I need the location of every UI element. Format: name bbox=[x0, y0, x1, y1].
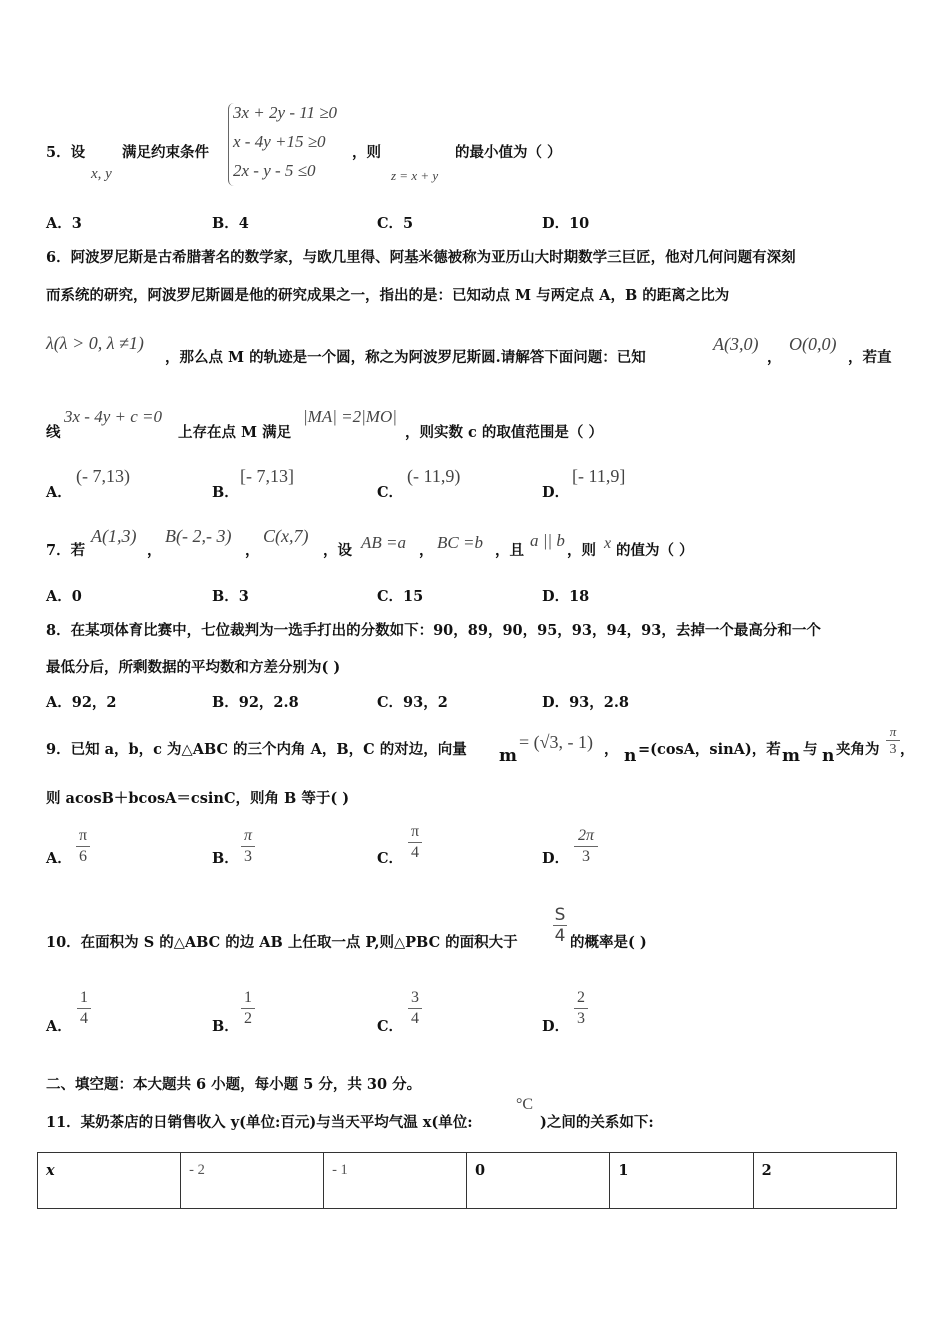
q6-option-b: B． bbox=[212, 484, 239, 501]
q9-angle-bar bbox=[886, 740, 900, 741]
q6-line-1: 6．阿波罗尼斯是古希腊著名的数学家，与欧几里得、阿基米德被称为亚历山大时期数学三巨匠，他对几何问题有深刻 bbox=[46, 249, 796, 266]
q8-line-1: 8．在某项体育比赛中，七位裁判为一选手打出的分数如下：90，89，90，95，93，94，93，去掉一个最高分和一个 bbox=[46, 622, 821, 639]
q7-text-2: ，且 bbox=[495, 542, 524, 559]
q7-point-b: B(- 2,- 3) bbox=[165, 526, 232, 546]
q10-option-b-den: 2 bbox=[244, 1010, 252, 1027]
q10-option-d: D． bbox=[542, 1018, 570, 1035]
q10-fraction bbox=[553, 906, 567, 945]
q7-option-a: A．0 bbox=[46, 588, 82, 605]
q6-lambda: λ(λ > 0, λ ≠1) bbox=[46, 333, 144, 353]
q9-with: 与 bbox=[803, 741, 818, 758]
q10-option-c-bar bbox=[408, 1008, 422, 1009]
q11-text-a: 11．某奶茶店的日销售收入 y(单位:百元)与当天平均气温 x(单位: bbox=[46, 1114, 473, 1131]
q5-constraint-3: 2x - y - 5 ≤0 bbox=[233, 161, 316, 180]
q6-option-d: D． bbox=[542, 484, 570, 501]
q7-comma-3: ， bbox=[419, 542, 434, 559]
q10-option-c-num: 3 bbox=[411, 989, 419, 1006]
q5-option-a: A．3 bbox=[46, 215, 82, 232]
q9-angle-den: 3 bbox=[889, 742, 897, 757]
q10-option-a-den: 4 bbox=[80, 1010, 88, 1027]
table-row bbox=[38, 1153, 897, 1209]
q10-option-d-bar bbox=[574, 1008, 588, 1009]
q9-option-c: C． bbox=[377, 850, 404, 867]
q9-option-b-fraction bbox=[241, 827, 255, 866]
q11-unit: °C bbox=[516, 1096, 534, 1113]
q7-option-b: B．3 bbox=[212, 588, 249, 605]
section-2-heading: 二、填空题：本大题共 6 小题，每小题 5 分，共 30 分。 bbox=[46, 1076, 422, 1093]
q6-option-c-value: (- 11,9) bbox=[407, 466, 461, 486]
q6-option-a: A． bbox=[46, 484, 72, 501]
q6-line-4-a: 线 bbox=[46, 424, 61, 441]
q9-end-comma: ， bbox=[900, 741, 915, 758]
q6-line-equation: 3x - 4y + c =0 bbox=[64, 407, 162, 426]
q10-option-a-fraction bbox=[77, 989, 91, 1028]
table-cell: 1 bbox=[610, 1153, 753, 1209]
q9-angle-num: π bbox=[889, 724, 897, 739]
q6-option-c: C． bbox=[377, 484, 404, 501]
q9-option-d-bar bbox=[574, 846, 598, 847]
q8-option-a: A．92，2 bbox=[46, 694, 117, 711]
q9-option-b-bar bbox=[241, 846, 255, 847]
table-cell: - 2 bbox=[181, 1153, 324, 1209]
q8-line-2: 最低分后，所剩数据的平均数和方差分别为( ) bbox=[46, 659, 341, 676]
q7-text-3: ，则 bbox=[567, 542, 596, 559]
table-cell-x-header: x bbox=[38, 1153, 181, 1209]
q10-text-a: 10．在面积为 S 的△ABC 的边 AB 上任取一点 P,则△PBC 的面积大于 bbox=[46, 934, 518, 951]
q7-vector-bc: BC =b bbox=[437, 533, 483, 552]
table-cell: 2 bbox=[753, 1153, 896, 1209]
q8-option-d: D．93，2.8 bbox=[542, 694, 629, 711]
q7-x: x bbox=[604, 535, 612, 552]
q6-option-a-value: (- 7,13) bbox=[76, 466, 130, 486]
q5-constraint-1: 3x + 2y - 11 ≥0 bbox=[233, 103, 338, 122]
q7-option-d: D．18 bbox=[542, 588, 590, 605]
q6-point-a: A(3,0) bbox=[713, 334, 759, 354]
q7-comma-1: ， bbox=[147, 542, 162, 559]
q9-vector-m-2: m bbox=[782, 746, 800, 766]
q10-option-b-bar bbox=[241, 1008, 255, 1009]
q6-comma: ， bbox=[767, 349, 782, 366]
q10-option-d-num: 2 bbox=[577, 989, 585, 1006]
table-cell: 0 bbox=[467, 1153, 610, 1209]
q9-option-a: A． bbox=[46, 850, 72, 867]
q9-option-b-den: 3 bbox=[244, 848, 252, 865]
q9-option-a-den: 6 bbox=[79, 848, 87, 865]
q7-point-c: C(x,7) bbox=[263, 526, 309, 546]
q5-constraint-2: x - 4y +15 ≥0 bbox=[233, 132, 326, 151]
q6-line-4-b: 上存在点 M 满足 bbox=[178, 424, 292, 441]
q7-point-a: A(1,3) bbox=[91, 526, 137, 546]
q9-option-c-bar bbox=[408, 842, 422, 843]
q5-text-a: 满足约束条件 bbox=[122, 144, 209, 161]
q10-option-d-fraction bbox=[574, 989, 588, 1028]
q5-vars: x, y bbox=[91, 166, 112, 182]
q9-option-a-bar bbox=[76, 846, 90, 847]
q7-vector-ab: AB =a bbox=[361, 533, 406, 552]
q10-option-c-den: 4 bbox=[411, 1010, 419, 1027]
q6-line-2: 而系统的研究，阿波罗尼斯圆是他的研究成果之一，指出的是：已知动点 M 与两定点 A，B 的距离之比为 bbox=[46, 287, 730, 304]
q7-comma-2: ， bbox=[245, 542, 260, 559]
q9-vector-m-value: = (√3, - 1) bbox=[519, 732, 594, 752]
q5-option-d: D．10 bbox=[542, 215, 590, 232]
q9-option-b: B． bbox=[212, 850, 239, 867]
q9-line-2: 则 acosB＋bcosA＝csinC，则角 B 等于( ) bbox=[46, 790, 350, 807]
q10-option-a-bar bbox=[77, 1008, 91, 1009]
q10-fraction-num: S bbox=[554, 905, 566, 925]
q6-condition: |MA| =2|MO| bbox=[303, 407, 397, 426]
q5-text-b: ，则 bbox=[352, 144, 381, 161]
q10-option-c: C． bbox=[377, 1018, 404, 1035]
q9-option-d-num: 2π bbox=[577, 827, 594, 844]
q9-vector-m: m bbox=[499, 746, 517, 766]
q9-option-a-num: π bbox=[78, 827, 88, 844]
q10-option-b-fraction bbox=[241, 989, 255, 1028]
table-cell: - 1 bbox=[324, 1153, 467, 1209]
q5-number: 5．设 bbox=[46, 144, 86, 161]
q7-number: 7．若 bbox=[46, 542, 86, 559]
q7-text-1: ，设 bbox=[323, 542, 352, 559]
q9-vector-n-2: n bbox=[822, 746, 835, 766]
q9-option-d-den: 3 bbox=[582, 848, 590, 865]
q9-comma: ， bbox=[604, 741, 619, 758]
q5-option-c: C．5 bbox=[377, 215, 414, 232]
q10-option-c-fraction bbox=[408, 989, 422, 1028]
q6-line-4-c: ，则实数 c 的取值范围是（ ） bbox=[405, 424, 603, 441]
q9-angle-text: 夹角为 bbox=[836, 741, 880, 758]
q10-option-a-num: 1 bbox=[80, 989, 88, 1006]
q9-option-c-num: π bbox=[410, 823, 420, 840]
q11-text-b: )之间的关系如下: bbox=[540, 1114, 654, 1131]
q9-option-b-num: π bbox=[243, 827, 252, 844]
q10-option-a: A． bbox=[46, 1018, 72, 1035]
q5-option-b: B．4 bbox=[212, 215, 249, 232]
q9-option-a-fraction bbox=[76, 827, 90, 866]
q10-option-b: B． bbox=[212, 1018, 239, 1035]
q7-parallel: a || b bbox=[530, 531, 565, 550]
q9-vector-n-value: =(cosA，sinA)，若 bbox=[638, 741, 781, 758]
q5-z-expr: z = x + y bbox=[391, 168, 439, 183]
q6-option-d-value: [- 11,9] bbox=[572, 466, 626, 486]
q10-fraction-den: 4 bbox=[554, 926, 566, 946]
q9-option-d: D． bbox=[542, 850, 570, 867]
q9-option-d-fraction bbox=[574, 827, 598, 866]
q8-option-c: C．93，2 bbox=[377, 694, 448, 711]
q5-text-c: 的最小值为（ ） bbox=[455, 144, 562, 161]
q11-table bbox=[37, 1152, 897, 1209]
q6-option-b-value: [- 7,13] bbox=[240, 466, 294, 486]
q8-option-b: B．92，2.8 bbox=[212, 694, 299, 711]
q9-line-1: 9．已知 a，b，c 为△ABC 的三个内角 A，B，C 的对边，向量 bbox=[46, 741, 467, 758]
q9-angle-fraction bbox=[886, 724, 900, 758]
q6-point-o: O(0,0) bbox=[789, 334, 837, 354]
q9-vector-n: n bbox=[624, 746, 637, 766]
q10-option-b-num: 1 bbox=[244, 989, 252, 1006]
q9-option-c-den: 4 bbox=[411, 844, 419, 861]
q9-option-c-fraction bbox=[408, 823, 422, 862]
q7-option-c: C．15 bbox=[377, 588, 424, 605]
q6-line-3-end: ，若直 bbox=[848, 349, 892, 366]
q7-text-4: 的值为（ ） bbox=[616, 542, 694, 559]
q10-option-d-den: 3 bbox=[577, 1010, 585, 1027]
q6-line-3: ，那么点 M 的轨迹是一个圆，称之为阿波罗尼斯圆.请解答下面问题：已知 bbox=[165, 349, 646, 366]
q10-text-b: 的概率是( ) bbox=[570, 934, 647, 951]
